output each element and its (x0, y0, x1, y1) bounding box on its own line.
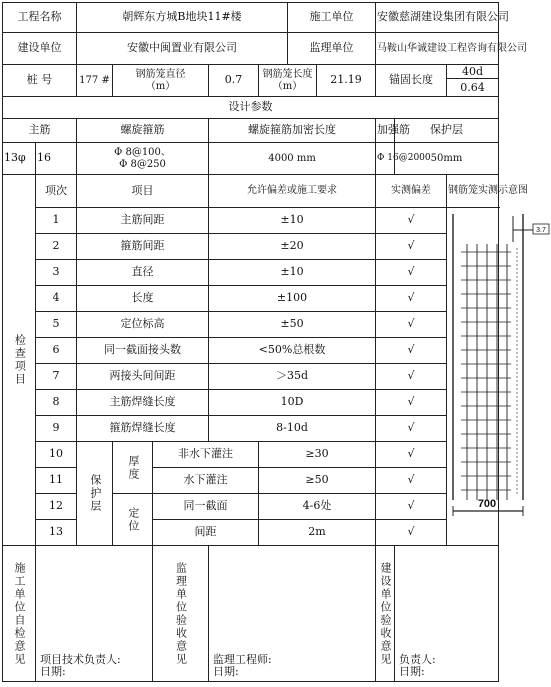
cage-length-unit: （m） (272, 80, 303, 92)
anchor-length-value (447, 65, 499, 97)
table-row (3, 338, 499, 364)
supervisor-label: 监理单位 (288, 33, 376, 65)
row-measured: √ (376, 364, 447, 390)
thickness-label: 厚度 (113, 442, 153, 494)
row-measured: √ (376, 416, 447, 442)
row-tolerance: 4-6处 (259, 494, 376, 520)
row-no: 9 (36, 416, 77, 442)
main-bar-header: 主筋 (3, 119, 77, 143)
row-item: 箍筋焊缝长度 (77, 416, 209, 442)
supervision-signature-block (209, 546, 376, 682)
row-no: 3 (36, 260, 77, 286)
table-row (3, 234, 499, 260)
cage-diameter-value: 0.7 (209, 65, 259, 97)
inspection-header-row (3, 175, 499, 208)
row-tolerance: ±10 (209, 208, 376, 234)
header-row-2 (3, 33, 499, 65)
row-tolerance: ±50 (209, 312, 376, 338)
table-row (3, 364, 499, 390)
top-dimension-label: 3.7 (536, 227, 546, 234)
row-item: 同一截面接头数 (77, 338, 209, 364)
spiral-header: 螺旋箍筋 (77, 119, 209, 143)
cage-diagram (447, 208, 551, 530)
position-label: 定位 (113, 494, 153, 546)
row-no: 6 (36, 338, 77, 364)
construction-unit-value: 安徽慈湖建设集团有限公司 (376, 3, 499, 33)
cover-header: 保护层 (395, 119, 499, 143)
signature-row (3, 546, 499, 682)
row-measured: √ (376, 442, 447, 468)
row-tolerance: ≥30 (259, 442, 376, 468)
owner-label: 建设单位 (3, 33, 77, 65)
row-tolerance: <50%总根数 (209, 338, 376, 364)
row-no: 11 (36, 468, 77, 494)
row-measured: √ (376, 338, 447, 364)
row-item: 水下灌注 (153, 468, 259, 494)
cage-diagram-cell (447, 208, 546, 546)
cage-length-label (259, 65, 317, 97)
header-row-1 (3, 3, 499, 33)
table-row (3, 416, 499, 442)
row-no: 13 (36, 520, 77, 546)
spiral-dense-value: 4000 mm (209, 143, 376, 175)
spiral-value-line1: Φ 8@100、 (114, 147, 171, 158)
row-tolerance: ＞35d (209, 364, 376, 390)
cover-value: 50mm (395, 143, 499, 175)
col-no-header: 项次 (36, 175, 77, 208)
cage-diameter-unit: （m） (145, 80, 176, 92)
row-tolerance: 8-10d (209, 416, 376, 442)
cage-length-value: 21.19 (317, 65, 376, 97)
spiral-value (77, 143, 209, 175)
construction-unit-label: 施工单位 (288, 3, 376, 33)
form-table (2, 2, 546, 682)
cage-length-text: 钢筋笼长度 (262, 69, 313, 80)
row-no: 7 (36, 364, 77, 390)
design-value-row (3, 143, 499, 175)
project-name-value: 朝辉东方城B地块11#楼 (77, 3, 288, 33)
cover-group-label: 保护层 (77, 442, 113, 546)
col-measured-header: 实测偏差 (376, 175, 447, 208)
row-item: 直径 (77, 260, 209, 286)
table-row (3, 208, 499, 234)
pile-no-label: 桩 号 (3, 65, 77, 97)
stiffener-value: Φ 16@2000 (376, 143, 395, 175)
main-bar-size: 16 (36, 143, 77, 175)
row-tolerance: 2m (259, 520, 376, 546)
row-measured: √ (376, 286, 447, 312)
table-row (3, 442, 499, 468)
row-measured: √ (376, 520, 447, 546)
row-no: 5 (36, 312, 77, 338)
owner-leader-label: 负责人: (399, 652, 436, 666)
supervision-date-label: 日期: (213, 665, 239, 679)
table-row (3, 390, 499, 416)
row-tolerance: ±20 (209, 234, 376, 260)
row-no: 4 (36, 286, 77, 312)
row-item: 同一截面 (153, 494, 259, 520)
design-title-row (3, 97, 499, 119)
owner-date-label: 日期: (399, 665, 425, 679)
anchor-length-label: 锚固长度 (376, 65, 447, 97)
table-row (3, 286, 499, 312)
cage-hoops (461, 252, 511, 490)
col-item-header: 项目 (77, 175, 209, 208)
owner-value: 安徽中闽置业有限公司 (77, 33, 288, 65)
cage-diameter-label (113, 65, 209, 97)
row-no: 12 (36, 494, 77, 520)
inspection-side-label: 检查项目 (3, 175, 36, 546)
row-tolerance: ±10 (209, 260, 376, 286)
header-row-3 (3, 65, 499, 97)
engineer-label: 监理工程师: (213, 652, 272, 666)
supervision-opinion-label: 监理单位验收意见 (153, 546, 209, 682)
row-measured: √ (376, 260, 447, 286)
design-section-title: 设计参数 (3, 97, 499, 119)
stiffener-header: 加强筋 (376, 119, 395, 143)
row-item: 间距 (153, 520, 259, 546)
row-measured: √ (376, 208, 447, 234)
table-row (3, 312, 499, 338)
row-measured: √ (376, 494, 447, 520)
row-no: 2 (36, 234, 77, 260)
row-measured: √ (376, 390, 447, 416)
row-item: 主筋焊缝长度 (77, 390, 209, 416)
col-diagram-header: 钢筋笼实测示意图 (447, 175, 499, 208)
width-dimension-label: 700 (477, 498, 497, 510)
row-measured: √ (376, 312, 447, 338)
owner-signature-block (395, 546, 499, 682)
table-row (3, 260, 499, 286)
construction-opinion-label: 施工单位自检意见 (3, 546, 36, 682)
pile-no-value: 177 # (77, 65, 113, 97)
row-item: 箍筋间距 (77, 234, 209, 260)
anchor-length-top: 40d (447, 65, 498, 79)
project-name-label: 工程名称 (3, 3, 77, 33)
row-measured: √ (376, 234, 447, 260)
anchor-length-bottom: 0.64 (460, 81, 485, 94)
construction-date-label: 日期: (40, 665, 66, 679)
design-header-row (3, 119, 499, 143)
row-item: 长度 (77, 286, 209, 312)
col-tolerance-header: 允许偏差或施工要求 (209, 175, 376, 208)
tech-leader-label: 项目技术负责人: (40, 652, 121, 666)
supervisor-value: 马鞍山华诚建设工程咨询有限公司 (376, 33, 499, 65)
row-tolerance: 10D (209, 390, 376, 416)
construction-signature-block (36, 546, 153, 682)
spiral-value-line2: Φ 8@250 (119, 158, 166, 170)
row-no: 1 (36, 208, 77, 234)
row-tolerance: ±100 (209, 286, 376, 312)
row-item: 主筋间距 (77, 208, 209, 234)
row-item: 非水下灌注 (153, 442, 259, 468)
row-item: 定位标高 (77, 312, 209, 338)
owner-opinion-label: 建设单位验收意见 (376, 546, 395, 682)
row-no: 8 (36, 390, 77, 416)
row-tolerance: ≥50 (259, 468, 376, 494)
row-item: 两接头间间距 (77, 364, 209, 390)
row-measured: √ (376, 468, 447, 494)
cage-diameter-text: 钢筋笼直径 (135, 69, 186, 80)
row-no: 10 (36, 442, 77, 468)
spiral-dense-header: 螺旋箍筋加密长度 (209, 119, 376, 143)
inspection-form (2, 2, 546, 685)
main-bar-count: 13φ (3, 143, 36, 175)
